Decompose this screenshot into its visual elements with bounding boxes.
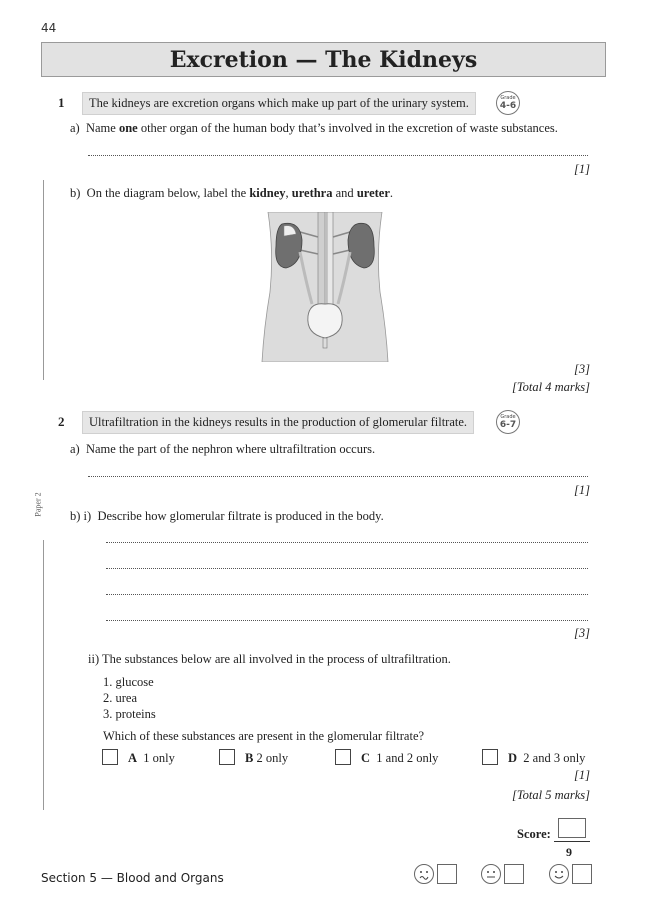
score-total: 9	[566, 845, 572, 859]
question-2bi	[70, 509, 384, 524]
question-1b-urethra: urethra	[291, 186, 333, 200]
happy-tick-box[interactable]	[572, 864, 592, 884]
option-d-letter: D	[508, 751, 518, 765]
question-1-number: 1	[58, 95, 65, 110]
neutral-tick-box[interactable]	[504, 864, 524, 884]
paper-side-text: Paper 2	[33, 492, 43, 517]
answer-line-1a[interactable]	[88, 155, 588, 156]
marks-1b: [3]	[574, 362, 590, 376]
option-a-checkbox[interactable]	[102, 749, 118, 765]
option-d-text: 2 and 3 only	[523, 751, 586, 765]
grade-range: 4-6	[499, 101, 517, 111]
question-1a	[70, 121, 558, 136]
worried-tick-box[interactable]	[437, 864, 457, 884]
option-d	[508, 751, 585, 766]
question-2bii-label: ii)	[88, 652, 100, 666]
urinary-system-illustration	[260, 212, 390, 362]
question-2a-text: Name the part of the nephron where ultrafiltration occurs.	[85, 442, 376, 456]
marks-1a: [1]	[574, 162, 590, 176]
question-1a-label: a)	[70, 121, 80, 135]
question-1b-text-1: On the diagram below, label the	[86, 186, 250, 200]
paper-side-label	[34, 482, 54, 532]
total-marks-q2: [Total 5 marks]	[511, 788, 590, 802]
question-1b-label: b)	[70, 186, 81, 200]
question-2bii	[88, 652, 451, 667]
substance-item: 2. urea	[103, 691, 138, 705]
question-2-stem: Ultrafiltration in the kidneys results in the production of glomerular filtrate.	[82, 411, 474, 434]
question-1b	[70, 186, 393, 201]
question-2-number: 2	[58, 414, 65, 429]
answer-line-2bi-2[interactable]	[106, 568, 588, 569]
option-c-checkbox[interactable]	[335, 749, 351, 765]
grade-label: Grade	[500, 414, 516, 420]
question-2a	[70, 442, 375, 457]
answer-line-2bi-1[interactable]	[106, 542, 588, 543]
question-2bi-label: b) i)	[70, 509, 92, 523]
question-2bi-text: Describe how glomerular filtrate is produced in the body.	[97, 509, 384, 523]
option-a	[128, 751, 175, 766]
substance-item: 3. proteins	[103, 707, 156, 721]
answer-line-2bi-4[interactable]	[106, 620, 588, 621]
question-2a-label: a)	[70, 442, 80, 456]
score-box[interactable]	[558, 818, 586, 838]
option-c	[361, 751, 438, 766]
option-d-checkbox[interactable]	[482, 749, 498, 765]
total-marks-q1: [Total 4 marks]	[511, 380, 590, 394]
question-1b-kidney: kidney	[249, 186, 286, 200]
answer-line-2bi-3[interactable]	[106, 594, 588, 595]
worried-face-icon	[414, 864, 434, 884]
marks-2bi: [3]	[574, 626, 590, 640]
answer-line-2a[interactable]	[88, 476, 588, 477]
option-b-checkbox[interactable]	[219, 749, 235, 765]
option-b-text: 2 only	[256, 751, 289, 765]
grade-range: 6-7	[499, 420, 517, 430]
page-title: Excretion — The Kidneys	[169, 46, 478, 73]
neutral-face-icon	[481, 864, 501, 884]
marks-2bii: [1]	[574, 768, 590, 782]
question-2bii-text: The substances below are all involved in the process of ultrafiltration.	[102, 652, 451, 666]
margin-bar-2	[43, 540, 44, 810]
question-1a-bold: one	[118, 121, 138, 135]
option-a-text: 1 only	[143, 751, 175, 765]
grade-label: Grade	[500, 95, 516, 101]
question-1b-text-2: ,	[285, 186, 292, 200]
option-b	[245, 751, 288, 766]
substance-item: 1. glucose	[103, 675, 154, 689]
question-1a-text-before: Name	[85, 121, 119, 135]
margin-bar	[43, 180, 44, 380]
section-footer: Section 5 — Blood and Organs	[41, 871, 224, 885]
grade-badge-4-6	[496, 91, 520, 115]
page-title-bar	[41, 42, 606, 77]
grade-badge-6-7	[496, 410, 520, 434]
happy-face-icon	[549, 864, 569, 884]
question-1-stem: The kidneys are excretion organs which make up part of the urinary system.	[82, 92, 476, 115]
question-1b-text-3: and	[332, 186, 357, 200]
urinary-system-diagram	[260, 212, 390, 362]
question-1a-text-after: other organ of the human body that’s involved in the excretion of waste substances.	[137, 121, 558, 135]
option-c-letter: C	[361, 751, 371, 765]
question-1b-text-4: .	[389, 186, 394, 200]
marks-2a: [1]	[574, 483, 590, 497]
page-number: 44	[41, 21, 57, 35]
option-a-letter: A	[128, 751, 138, 765]
question-2bii-question: Which of these substances are present in the glomerular filtrate?	[103, 729, 425, 743]
option-b-letter: B	[245, 751, 254, 765]
question-1b-ureter: ureter	[356, 186, 390, 200]
score-label: Score:	[517, 827, 551, 841]
option-c-text: 1 and 2 only	[376, 751, 439, 765]
score-fraction-line	[554, 841, 590, 842]
